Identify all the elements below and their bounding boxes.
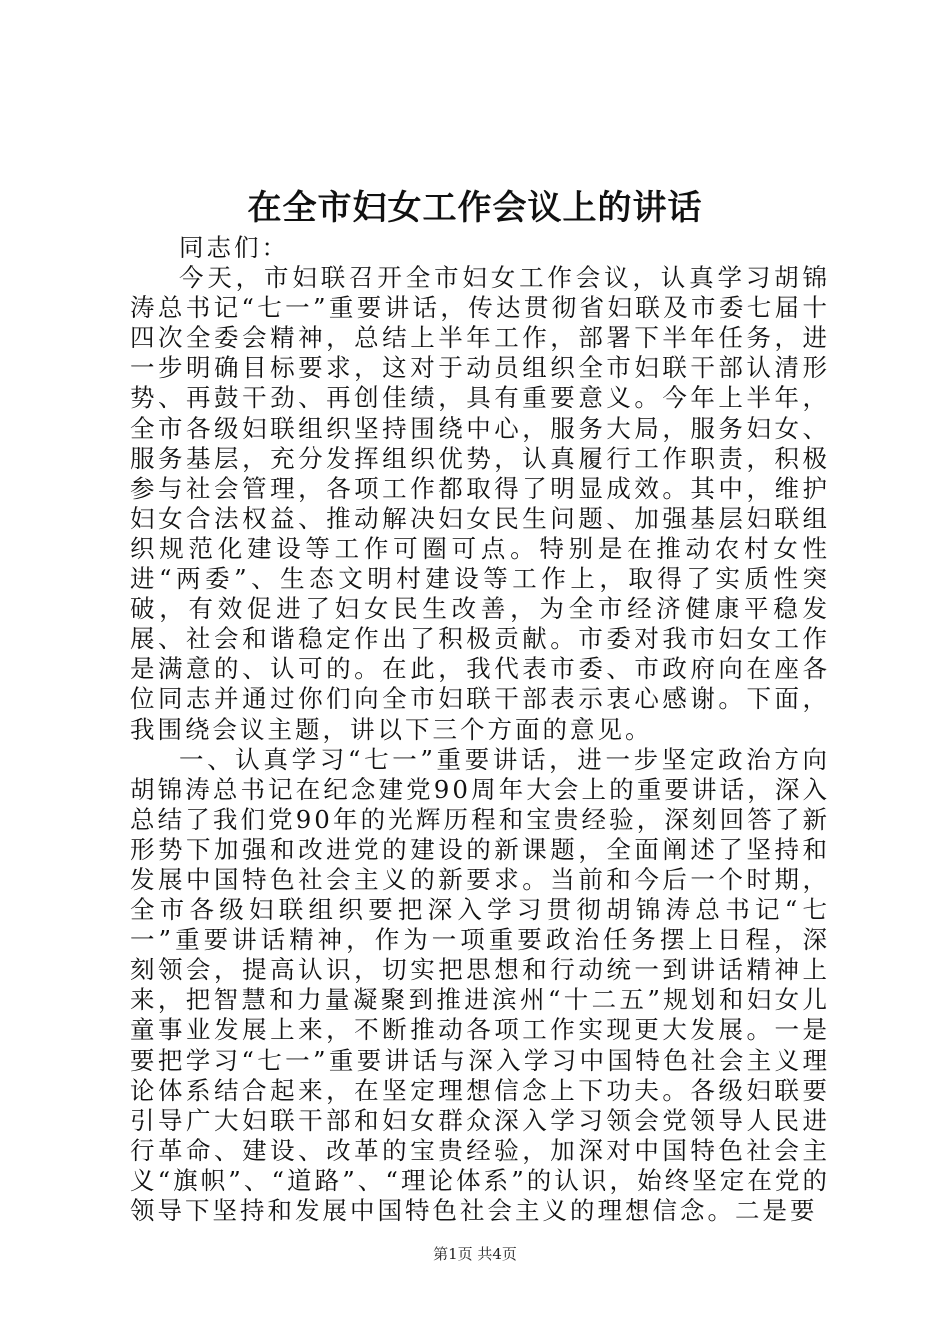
paragraph-section-one: 一、认真学习“七一”重要讲话，进一步坚定政治方向胡锦涛总书记在纪念建党90周年大会上的重要讲话，深入总结了我们党90年的光辉历程和宝贵经验，深刻回答了新形势下加强和改进党的建设的新课题，全面阐述了坚持和发展中国特色社会主义的新要求。当前和今后一个时期，全市各级妇联组织要把深入学习贯彻胡锦涛总书记“七一”重要讲话精神，作为一项重要政治任务摆上日程，深刻领会，提高认识，切实把思想和行动统一到讲话精神上来，把智慧和力量凝聚到推进滨州“十二五”规划和妇女儿童事业发展上来，不断推动各项工作实现更大发展。一是要把学习“七一”重要讲话与深入学习中国特色社会主义理论体系结合起来，在坚定理想信念上下功夫。各级妇联要引导广大妇联干部和妇女群众深入学习领会党领导人民进行革命、建设、改革的宝贵经验，加深对中国特色社会主义“旗帜”、“道路”、“理论体系”的认识，始终坚定在党的领导下坚持和发展中国特色社会主义的理想信念。二是要 xyxy=(130,744,830,1225)
page-number-footer: 第1页 共4页 xyxy=(433,1245,517,1263)
document-title: 在全市妇女工作会议上的讲话 xyxy=(247,188,703,228)
salutation: 同志们： xyxy=(179,233,289,262)
paragraph-intro: 今天，市妇联召开全市妇女工作会议，认真学习胡锦涛总书记“七一”重要讲话，传达贯彻省妇联及市委七届十四次全委会精神，总结上半年工作，部署下半年任务，进一步明确目标要求，这对于动员组织全市妇联干部认清形势、再鼓干劲、再创佳绩，具有重要意义。今年上半年，全市各级妇联组织坚持围绕中心，服务大局，服务妇女、服务基层，充分发挥组织优势，认真履行工作职责，积极参与社会管理，各项工作都取得了明显成效。其中，维护妇女合法权益、推动解决妇女民生问题、加强基层妇联组织规范化建设等工作可圈可点。特别是在推动农村女性进“两委”、生态文明村建设等工作上，取得了实质性突破，有效促进了妇女民生改善，为全市经济健康平稳发展、社会和谐稳定作出了积极贡献。市委对我市妇女工作是满意的、认可的。在此，我代表市委、市政府向在座各位同志并通过你们向全市妇联干部表示衷心感谢。下面，我围绕会议主题，讲以下三个方面的意见。 xyxy=(130,263,830,744)
document-body xyxy=(130,233,830,1226)
